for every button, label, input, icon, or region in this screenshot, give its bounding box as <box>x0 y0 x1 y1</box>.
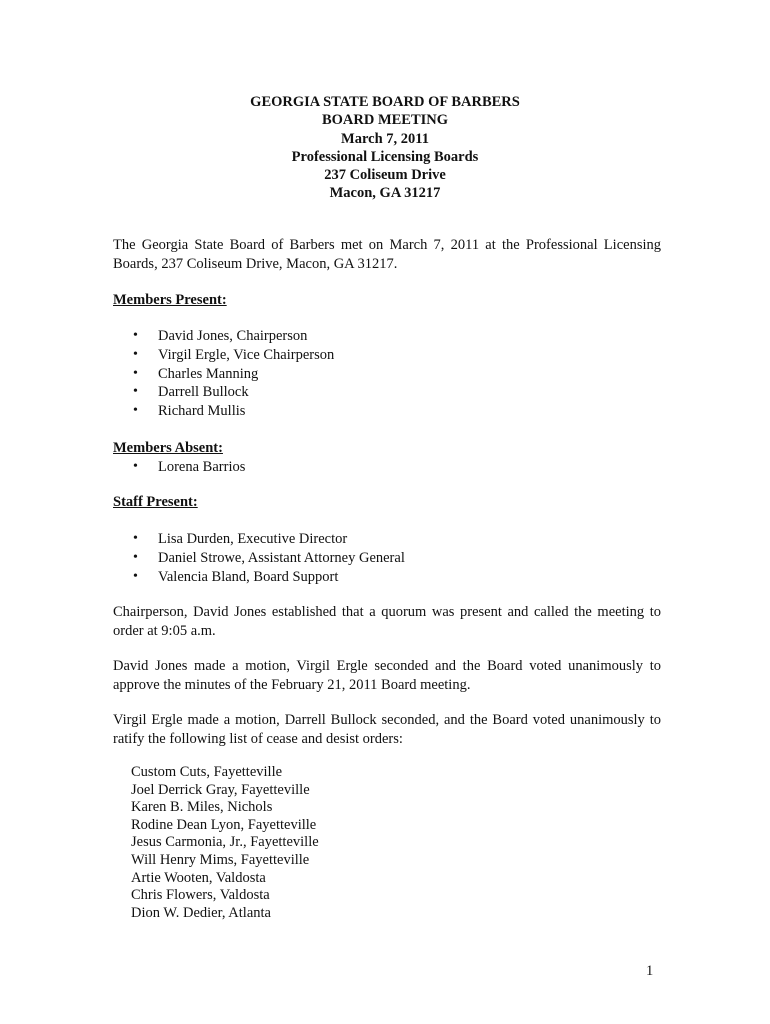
bullet-icon: • <box>133 403 138 419</box>
header-line-venue: Professional Licensing Boards <box>291 148 479 165</box>
header-line-city: Macon, GA 31217 <box>329 185 441 202</box>
list-item: • Darrell Bullock <box>133 384 249 401</box>
list-item: Rodine Dean Lyon, Fayetteville <box>131 816 317 833</box>
bullet-icon: • <box>133 459 138 474</box>
members-present-list <box>113 327 334 421</box>
list-item: Dion W. Dedier, Atlanta <box>131 904 271 921</box>
members-absent-list <box>113 458 245 477</box>
staff-present-heading: Staff Present: <box>113 494 198 510</box>
list-item: • Richard Mullis <box>133 403 246 420</box>
intro-paragraph: The Georgia State Board of Barbers met on March 7, 2011 at the Professional Licensing Boards, 237 Coliseum Drive, Macon, GA 31217. <box>113 237 661 272</box>
list-item: • Lorena Barrios <box>133 459 246 475</box>
document-header <box>0 93 770 203</box>
bullet-icon: • <box>133 549 138 565</box>
header-line-meeting-type: BOARD MEETING <box>321 112 449 129</box>
list-item: • David Jones, Chairperson <box>133 328 308 344</box>
list-item: • Charles Manning <box>133 365 259 382</box>
list-item: Custom Cuts, Fayetteville <box>131 764 283 780</box>
bullet-icon: • <box>133 531 138 546</box>
list-item: Chris Flowers, Valdosta <box>131 887 270 904</box>
bullet-icon: • <box>133 365 138 381</box>
staff-present-list <box>113 530 405 586</box>
list-item: Karen B. Miles, Nichols <box>131 799 273 816</box>
header-line-date: March 7, 2011 <box>341 130 429 147</box>
page-number: 1 <box>646 963 654 979</box>
header-line-board-name: GEORGIA STATE BOARD OF BARBERS <box>250 94 520 110</box>
cease-desist-motion-paragraph: Virgil Ergle made a motion, Darrell Bullock seconded, and the Board voted unanimously to ratify the following list of cease and desist orders: <box>113 712 661 747</box>
list-item: • Valencia Bland, Board Support <box>133 568 339 585</box>
list-item: • Virgil Ergle, Vice Chairperson <box>133 346 335 363</box>
cease-desist-list <box>131 764 319 922</box>
list-item: • Daniel Strowe, Assistant Attorney General <box>133 549 405 566</box>
minutes-motion-paragraph: David Jones made a motion, Virgil Ergle seconded and the Board voted unanimously to approve the minutes of the February 21, 2011 Board meeting. <box>113 658 661 693</box>
bullet-icon: • <box>133 384 138 400</box>
members-absent-heading: Members Absent: <box>113 440 223 456</box>
list-item: Will Henry Mims, Fayetteville <box>131 851 310 868</box>
bullet-icon: • <box>133 568 138 584</box>
members-present-heading: Members Present: <box>113 292 227 308</box>
bullet-icon: • <box>133 346 138 362</box>
list-item: Joel Derrick Gray, Fayetteville <box>131 781 310 798</box>
quorum-paragraph: Chairperson, David Jones established that a quorum was present and called the meeting to order at 9:05 a.m. <box>113 604 661 639</box>
list-item: Artie Wooten, Valdosta <box>131 869 266 886</box>
bullet-icon: • <box>133 328 138 343</box>
header-line-street: 237 Coliseum Drive <box>324 167 446 184</box>
list-item: • Lisa Durden, Executive Director <box>133 531 348 547</box>
list-item: Jesus Carmonia, Jr., Fayetteville <box>131 834 319 851</box>
